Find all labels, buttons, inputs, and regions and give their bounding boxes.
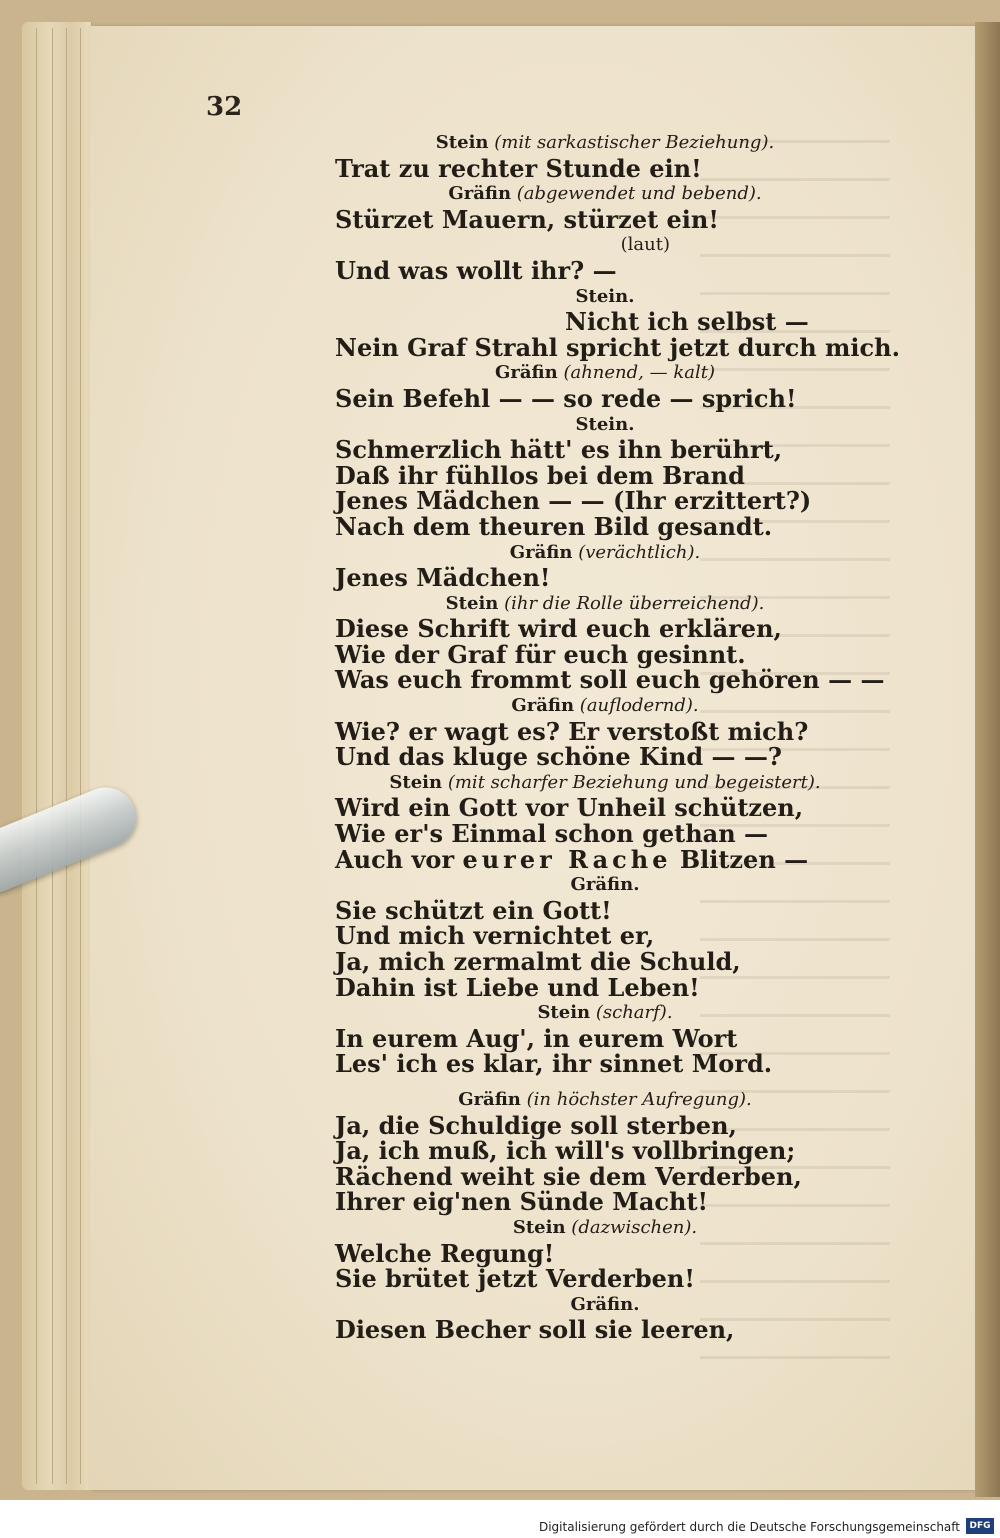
verse-text-block xyxy=(335,130,900,1345)
stage-direction: (laut) xyxy=(620,234,670,256)
speaker-name: Gräfin xyxy=(509,541,573,563)
verse-line: Sie schützt ein Gott! xyxy=(335,895,612,925)
verse-line: Jenes Mädchen! xyxy=(335,563,551,593)
stage-direction: (in höchster Aufregung). xyxy=(526,1088,752,1110)
verse-line: Daß ihr fühllos bei dem Brand xyxy=(335,460,745,490)
stage-direction: (mit scharfer Beziehung und begeistert). xyxy=(447,771,821,793)
speaker-heading xyxy=(335,412,835,438)
speaker-name: Stein xyxy=(435,132,489,153)
speaker-heading xyxy=(335,872,835,898)
stanza-gap xyxy=(335,1077,835,1087)
speaker-name: Stein xyxy=(537,1002,591,1024)
speaker-heading xyxy=(335,284,835,310)
verse-line: Schmerzlich hätt' es ihn berührt, xyxy=(335,435,783,465)
stage-direction: (ihr die Rolle überreichend). xyxy=(504,592,765,614)
speaker-heading xyxy=(335,181,835,207)
verse-line: Und mich vernichtet er, xyxy=(335,921,655,951)
speaker-name: Gräfin xyxy=(511,695,575,717)
verse-line: Und das kluge schöne Kind — —? xyxy=(335,742,782,772)
verse-line: Sein Befehl — — so rede — sprich! xyxy=(335,383,797,413)
dfg-logo-icon: DFG xyxy=(966,1518,994,1534)
speaker-name: Stein xyxy=(389,771,443,793)
speaker-heading xyxy=(335,1000,835,1026)
verse-line: In eurem Aug', in eurem Wort xyxy=(335,1023,738,1053)
verse-line: Wie der Graf für euch gesinnt. xyxy=(335,639,746,669)
speaker-name: Gräfin xyxy=(495,362,558,384)
verse-fragment: eurer Rache xyxy=(462,844,672,874)
verse-line: Welche Regung! xyxy=(335,1238,555,1268)
stage-direction: (scharf). xyxy=(595,1002,673,1024)
verse-fragment: Auch vor xyxy=(335,844,463,874)
verse-line: Jenes Mädchen — — (Ihr erzittert?) xyxy=(335,486,812,516)
speaker-name: Gräfin. xyxy=(570,874,640,896)
speaker-name: Gräfin xyxy=(458,1088,521,1110)
verse-line: Nicht ich selbst — xyxy=(565,307,809,337)
page-stack-edge xyxy=(22,22,92,1490)
verse-fragment: Blitzen — xyxy=(671,844,809,874)
verse-line: Nein Graf Strahl spricht jetzt durch mich. xyxy=(335,332,900,362)
verse-line xyxy=(335,844,835,874)
verse-line: Wie? er wagt es? Er verstoßt mich? xyxy=(335,716,809,746)
stage-direction: (mit sarkastischer Beziehung). xyxy=(494,132,775,153)
verse-line: Dahin ist Liebe und Leben! xyxy=(335,972,700,1002)
stage-direction: (ahnend, — kalt) xyxy=(563,362,715,384)
speaker-name: Gräfin. xyxy=(570,1293,640,1315)
speaker-heading xyxy=(335,1087,835,1113)
stage-direction: (verächtlich). xyxy=(578,541,701,563)
stage-direction: (auflodernd). xyxy=(579,695,699,717)
speaker-name: Gräfin xyxy=(448,183,512,205)
digitization-credit: Digitalisierung gefördert durch die Deutsche Forschungsgemeinschaft xyxy=(538,1520,960,1534)
speaker-heading xyxy=(335,770,835,796)
verse-line: Wie er's Einmal schon gethan — xyxy=(335,819,769,849)
verse-line: Stürzet Mauern, stürzet ein! xyxy=(335,204,719,234)
speaker-name: Stein. xyxy=(575,413,635,435)
verse-line: Ja, mich zermalmt die Schuld, xyxy=(335,947,741,976)
page-number: 32 xyxy=(206,92,243,122)
verse-line: Rächend weiht sie dem Verderben, xyxy=(335,1161,802,1191)
verse-line: Ihrer eig'nen Sünde Macht! xyxy=(335,1187,709,1217)
verse-line: Und was wollt ihr? — xyxy=(335,255,617,285)
speaker-heading xyxy=(335,693,835,719)
verse-line: Sie brütet jetzt Verderben! xyxy=(335,1264,695,1294)
verse-line: Ja, die Schuldige soll sterben, xyxy=(335,1110,737,1140)
speaker-heading xyxy=(335,1215,835,1241)
speaker-heading xyxy=(335,591,835,617)
verse-line: Ja, ich muß, ich will's vollbringen; xyxy=(335,1136,796,1166)
book-gutter xyxy=(975,22,1000,1497)
speaker-heading xyxy=(335,540,835,566)
stage-direction: (abgewendet und bebend). xyxy=(516,183,762,205)
verse-line: Diese Schrift wird euch erklären, xyxy=(335,614,782,644)
speaker-name: Stein xyxy=(445,592,499,614)
speaker-heading xyxy=(335,1292,835,1318)
speaker-heading xyxy=(335,360,835,386)
verse-line: Les' ich es klar, ihr sinnet Mord. xyxy=(335,1049,773,1079)
verse-line: Nach dem theuren Bild gesandt. xyxy=(335,511,773,541)
verse-line: Diesen Becher soll sie leeren, xyxy=(335,1315,735,1345)
verse-line: Wird ein Gott vor Unheil schützen, xyxy=(335,793,804,823)
verse-line: Trat zu rechter Stunde ein! xyxy=(335,153,702,183)
verse-line: Was euch frommt soll euch gehören — — xyxy=(335,665,885,695)
stage-direction: (dazwischen). xyxy=(571,1216,698,1238)
speaker-name: Stein. xyxy=(575,285,635,307)
speaker-name: Stein xyxy=(512,1216,566,1238)
speaker-heading xyxy=(335,130,835,156)
